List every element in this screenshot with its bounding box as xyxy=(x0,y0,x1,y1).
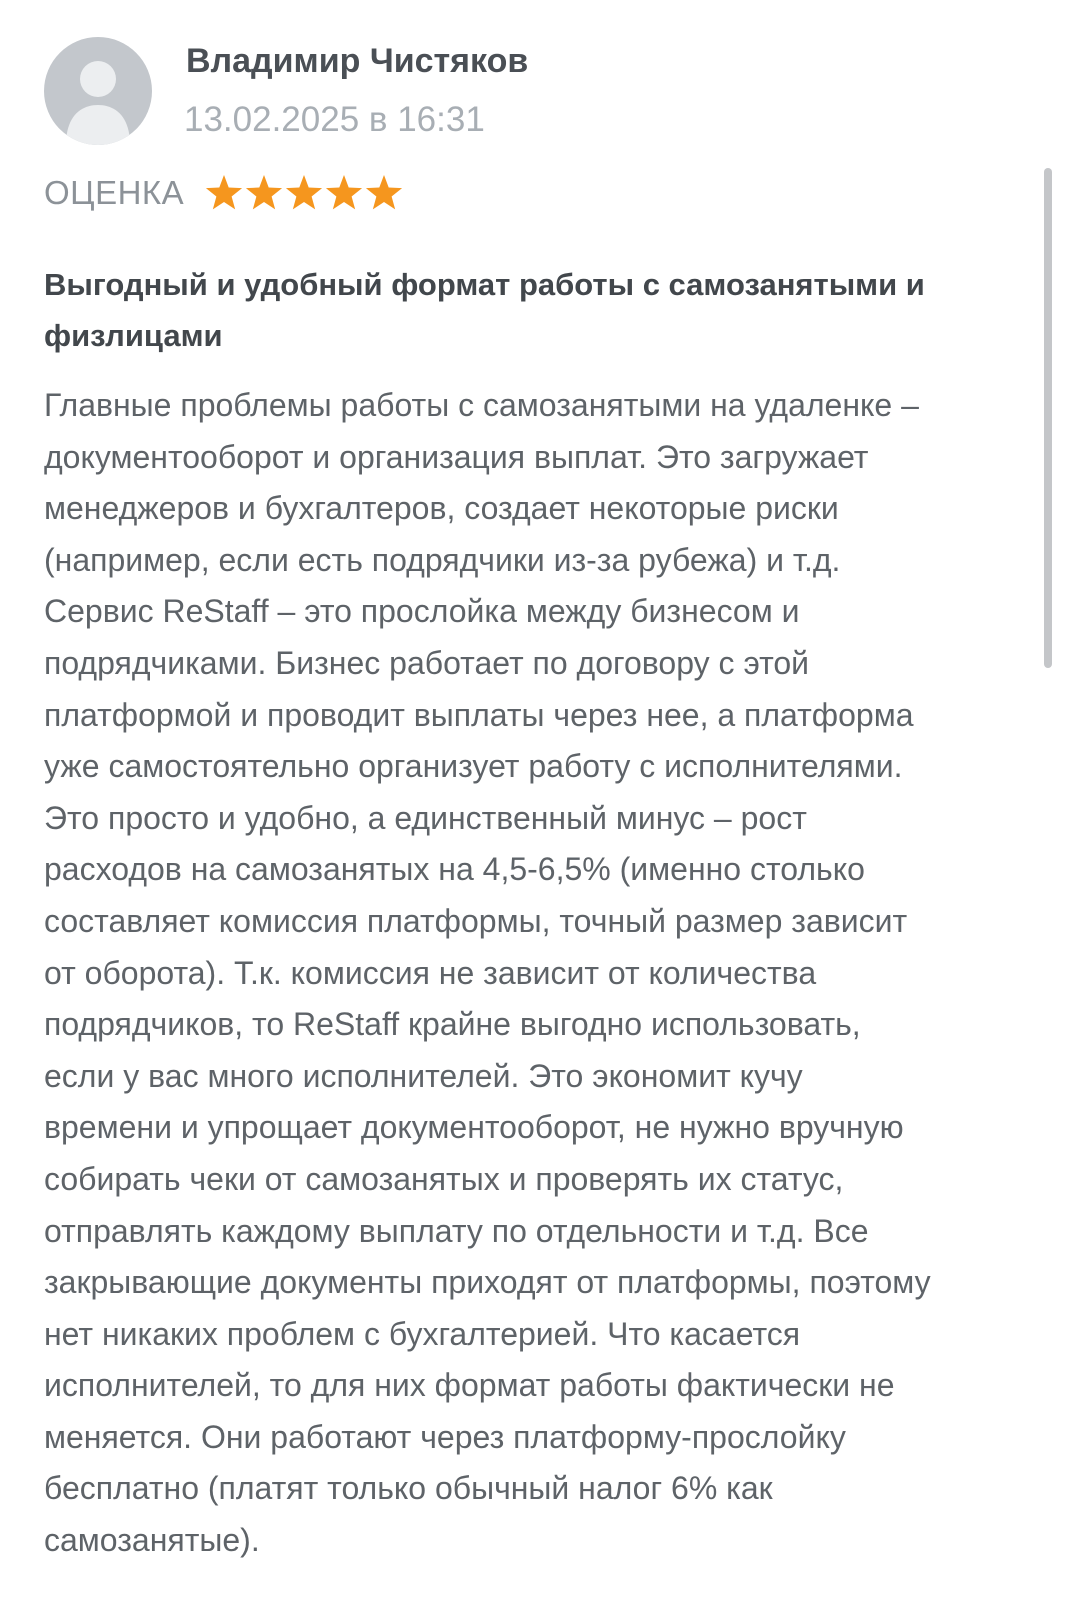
review-text-line: отправлять каждому выплату по отдельности и т.д. Все xyxy=(44,1212,869,1249)
avatar xyxy=(44,37,152,145)
star-icon xyxy=(244,173,284,213)
review-text-line: бесплатно (платят только обычный налог 6% как xyxy=(44,1470,773,1507)
star-icon xyxy=(204,173,244,213)
rating xyxy=(44,170,404,216)
scrollbar[interactable] xyxy=(1044,168,1052,668)
review-text-line: нет никаких проблем с бухгалтерией. Что касается xyxy=(44,1315,801,1352)
review-text-line: если у вас много исполнителей. Это экономит кучу xyxy=(44,1057,803,1094)
star-icon xyxy=(284,173,324,213)
review-text-line: времени и упрощает документооборот, не нужно вручную xyxy=(44,1109,904,1146)
review-text-line: (например, если есть подрядчики из-за рубежа) и т.д. xyxy=(44,541,841,578)
review-text-line: составляет комиссия платформы, точный размер зависит xyxy=(44,902,908,939)
review-text-line: собирать чеки от самозанятых и проверять их статус, xyxy=(44,1160,844,1197)
review-text-line: от оборота). Т.к. комиссия не зависит от количества xyxy=(44,954,817,991)
review-text-line: закрывающие документы приходят от платформы, поэтому xyxy=(44,1264,931,1301)
review-text-line: расходов на самозанятых на 4,5-6,5% (именно столько xyxy=(44,851,865,888)
review-text-line: Сервис ReStaff – это прослойка между бизнесом и xyxy=(44,593,800,630)
review-text-line: подрядчиками. Бизнес работает по договору с этой xyxy=(44,644,810,681)
review-text-line: Главные проблемы работы с самозанятыми на удаленке – xyxy=(44,387,919,423)
review-body xyxy=(44,380,1044,1567)
rating-label: ОЦЕНКА xyxy=(44,174,185,211)
star-icon xyxy=(324,173,364,213)
rating-stars xyxy=(204,173,404,213)
review-text-line: самозанятые). xyxy=(44,1522,260,1559)
user-silhouette-icon xyxy=(44,37,152,145)
review-text-line: уже самостоятельно организует работу с исполнителями. xyxy=(44,748,903,785)
review-date: 13.02.2025 в 16:31 xyxy=(184,100,485,139)
review-text-line: исполнителей, то для них формат работы фактически не xyxy=(44,1367,895,1404)
review-text-line: платформой и проводит выплаты через нее, а платформа xyxy=(44,696,914,733)
review-title: Выгодный и удобный формат работы с самозанятыми и физлицами xyxy=(44,267,925,353)
review-text-line: документооборот и организация выплат. Это загружает xyxy=(44,438,869,475)
author-name: Владимир Чистяков xyxy=(186,42,529,80)
review-text-line: меняется. Они работают через платформу-прослойку xyxy=(44,1418,846,1455)
star-icon xyxy=(364,173,404,213)
review-text-line: Это просто и удобно, а единственный минус – рост xyxy=(44,799,807,836)
review-text-line: менеджеров и бухгалтеров, создает некоторые риски xyxy=(44,490,839,527)
review-text-line: подрядчиков, то ReStaff крайне выгодно использовать, xyxy=(44,1006,861,1043)
